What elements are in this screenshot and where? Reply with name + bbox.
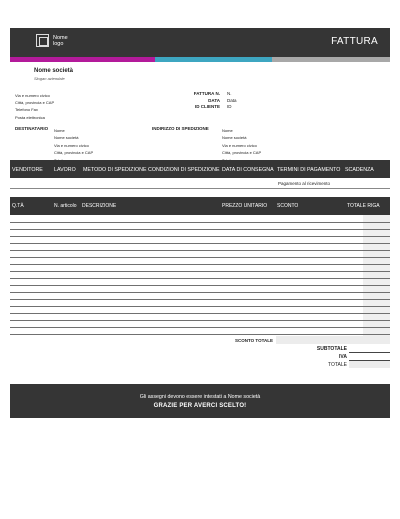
document-title: FATTURA — [331, 36, 378, 47]
invoice-number-label: FATTURA N. — [193, 91, 220, 96]
recipient-city[interactable]: Città, provincia e CAP — [54, 150, 94, 156]
shipping-company[interactable]: Nome società — [222, 135, 247, 141]
col-shipping-method: METODO DI SPEDIZIONE — [83, 167, 147, 173]
thank-you-text: GRAZIE PER AVERCI SCELTO! — [153, 403, 247, 409]
col-shipping-terms: CONDIZIONI DI SPEDIZIONE — [148, 167, 220, 173]
invoice-date-label: DATA — [208, 97, 220, 103]
invoice-date-value[interactable]: Data — [227, 97, 237, 103]
col-seller: VENDITORE — [12, 167, 43, 173]
col-payment-terms: TERMINI DI PAGAMENTO — [277, 167, 341, 173]
total-field[interactable] — [349, 361, 390, 368]
table-row[interactable] — [10, 236, 390, 237]
invoice-info-values — [227, 91, 237, 111]
table-row[interactable] — [10, 292, 390, 293]
company-name: Nome società — [34, 68, 74, 74]
invoice-header — [10, 28, 390, 57]
shipping-address — [222, 127, 261, 164]
shipping-city[interactable]: Città, provincia e CAP — [222, 150, 262, 156]
recipient-name[interactable]: Nome — [54, 128, 65, 133]
customer-id-label: ID CLIENTE — [194, 104, 220, 109]
table-row[interactable] — [10, 313, 390, 314]
logo-text-line1: Nome — [53, 35, 68, 41]
col-item-number: N. articolo — [54, 203, 77, 209]
accent-stripe-teal — [155, 57, 272, 62]
recipient-label: DESTINATARIO — [15, 126, 49, 131]
table-row[interactable] — [10, 285, 390, 286]
col-discount: SCONTO — [277, 203, 299, 209]
accent-stripe-magenta — [10, 57, 155, 62]
company-slogan: Slogan aziendale — [34, 76, 65, 81]
invoice-footer — [10, 384, 390, 418]
total-discount-label: SCONTO TOTALE — [235, 338, 274, 343]
recipient-company[interactable]: Nome società — [54, 135, 79, 141]
logo-text-line2: logo — [53, 41, 64, 47]
logo-icon — [36, 34, 49, 47]
subtotal-field[interactable] — [349, 352, 390, 353]
invoice-number-value[interactable]: N. — [227, 91, 232, 96]
table-row[interactable] — [10, 299, 390, 300]
customer-id-value[interactable]: ID — [227, 104, 232, 109]
table-row[interactable] — [10, 306, 390, 307]
table-row[interactable] — [10, 327, 390, 328]
col-description: DESCRIZIONE — [82, 203, 117, 209]
items-table-body[interactable] — [10, 215, 390, 338]
table-row[interactable] — [10, 243, 390, 244]
shipping-name[interactable]: Nome — [222, 128, 233, 133]
invoice-info-labels — [180, 91, 220, 111]
logo-placeholder — [53, 35, 68, 47]
table-row[interactable] — [10, 264, 390, 265]
total-discount-field[interactable] — [276, 336, 390, 344]
address-street: Via e numero civico — [15, 93, 50, 98]
total-label: TOTALE — [328, 362, 347, 368]
col-job: LAVORO — [54, 167, 76, 173]
address-phone: Telefono Fax — [15, 107, 38, 113]
shipping-street[interactable]: Via e numero civico — [222, 142, 257, 148]
table-row[interactable] — [10, 320, 390, 321]
table-row[interactable] — [10, 278, 390, 279]
col-due-date: SCADENZA — [345, 167, 374, 173]
recipient-address — [54, 127, 93, 164]
table-row[interactable] — [10, 222, 390, 223]
address-city: Città, provincia e CAP — [15, 100, 55, 106]
terms-table-header — [10, 160, 390, 178]
recipient-street[interactable]: Via e numero civico — [54, 142, 89, 148]
address-email: Posta elettronica — [15, 114, 45, 120]
shipping-label: INDIRIZZO DI SPEDIZIONE — [152, 126, 209, 131]
checks-payable-text: Gli assegni devono essere intestati a Nome società — [139, 394, 261, 400]
subtotal-label: SUBTOTALE — [316, 346, 347, 352]
terms-row-divider — [10, 188, 390, 189]
vat-label: IVA — [339, 354, 347, 360]
totals-labels — [300, 345, 347, 369]
items-table-header — [10, 197, 390, 215]
col-quantity: Q.TÀ — [12, 203, 24, 209]
col-delivery-date: DATA DI CONSEGNA — [222, 167, 274, 173]
company-address — [15, 92, 54, 121]
table-row[interactable] — [10, 229, 390, 230]
table-row[interactable] — [10, 257, 390, 258]
col-unit-price: PREZZO UNITARIO — [222, 203, 268, 209]
accent-stripe-gray — [272, 57, 390, 62]
table-row[interactable] — [10, 250, 390, 251]
table-row[interactable] — [10, 334, 390, 335]
table-row[interactable] — [10, 271, 390, 272]
col-line-total: TOTALE RIGA — [347, 203, 380, 209]
payment-terms-value[interactable]: Pagamento al ricevimento — [278, 181, 331, 186]
